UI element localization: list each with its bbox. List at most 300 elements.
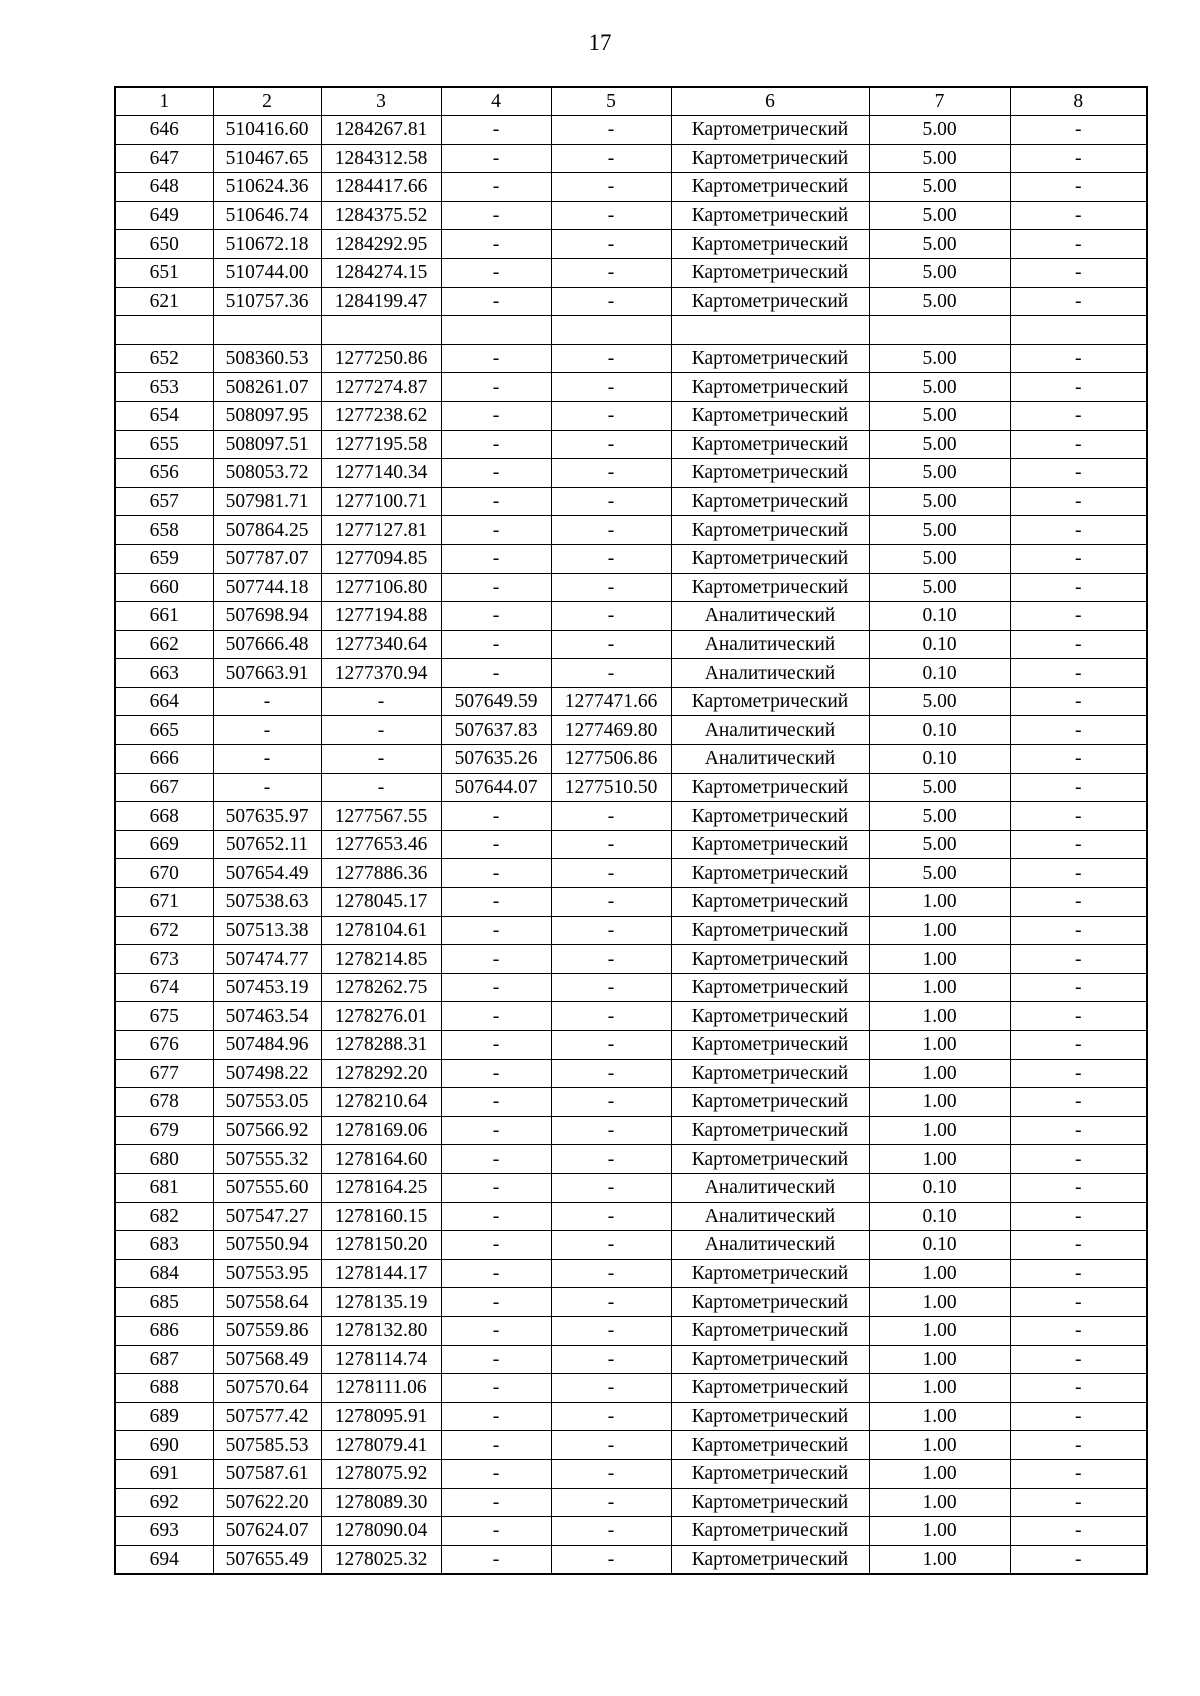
y-coordinate-cell: 1277370.94 [321, 659, 441, 688]
column-header: 1 [115, 87, 213, 116]
method-cell: Картометрический [671, 1431, 869, 1460]
point-number-cell: 657 [115, 487, 213, 516]
table-row [115, 745, 1147, 774]
method-cell: Картометрический [671, 344, 869, 373]
y-coordinate-alt-cell: - [551, 1374, 671, 1403]
y-coordinate-cell: 1278104.61 [321, 916, 441, 945]
y-coordinate-alt-cell: - [551, 1431, 671, 1460]
table-row [115, 1088, 1147, 1117]
table-row [115, 945, 1147, 974]
x-coordinate-alt-cell: - [441, 401, 551, 430]
x-coordinate-cell: 510672.18 [213, 230, 321, 259]
table-row [115, 716, 1147, 745]
y-coordinate-alt-cell: 1277471.66 [551, 687, 671, 716]
note-cell: - [1010, 1145, 1147, 1174]
accuracy-cell: 0.10 [869, 716, 1010, 745]
x-coordinate-alt-cell: 507637.83 [441, 716, 551, 745]
y-coordinate-alt-cell: - [551, 1145, 671, 1174]
note-cell: - [1010, 1288, 1147, 1317]
method-cell: Картометрический [671, 1116, 869, 1145]
x-coordinate-alt-cell: - [441, 516, 551, 545]
page-number: 17 [588, 30, 612, 55]
x-coordinate-alt-cell: - [441, 1288, 551, 1317]
accuracy-cell: 1.00 [869, 1517, 1010, 1546]
y-coordinate-alt-cell: - [551, 544, 671, 573]
table-row [115, 1545, 1147, 1574]
point-number-cell: 686 [115, 1316, 213, 1345]
note-cell: - [1010, 1031, 1147, 1060]
y-coordinate-cell: 1277100.71 [321, 487, 441, 516]
accuracy-cell: 1.00 [869, 1116, 1010, 1145]
y-coordinate-cell: 1278089.30 [321, 1488, 441, 1517]
y-coordinate-cell: 1284199.47 [321, 287, 441, 316]
point-number-cell: 672 [115, 916, 213, 945]
y-coordinate-cell: 1277140.34 [321, 459, 441, 488]
y-coordinate-alt-cell: - [551, 430, 671, 459]
point-number-cell: 647 [115, 144, 213, 173]
accuracy-cell: 1.00 [869, 1145, 1010, 1174]
point-number-cell: 665 [115, 716, 213, 745]
y-coordinate-alt-cell: - [551, 1545, 671, 1574]
y-coordinate-cell: 1278090.04 [321, 1517, 441, 1546]
point-number-cell: 664 [115, 687, 213, 716]
y-coordinate-cell: 1277653.46 [321, 830, 441, 859]
table-row [115, 258, 1147, 287]
y-coordinate-alt-cell: - [551, 630, 671, 659]
table-row [115, 888, 1147, 917]
table-row [115, 773, 1147, 802]
note-cell: - [1010, 516, 1147, 545]
method-cell: Картометрический [671, 230, 869, 259]
x-coordinate-alt-cell: - [441, 1031, 551, 1060]
point-number-cell: 692 [115, 1488, 213, 1517]
x-coordinate-cell: 507513.38 [213, 916, 321, 945]
method-cell: Аналитический [671, 745, 869, 774]
table-row [115, 1116, 1147, 1145]
accuracy-cell: 5.00 [869, 287, 1010, 316]
table-row [115, 659, 1147, 688]
note-cell: - [1010, 773, 1147, 802]
method-cell: Картометрический [671, 1088, 869, 1117]
y-coordinate-alt-cell: - [551, 1259, 671, 1288]
accuracy-cell: 1.00 [869, 973, 1010, 1002]
accuracy-cell: 5.00 [869, 773, 1010, 802]
point-number-cell: 679 [115, 1116, 213, 1145]
y-coordinate-cell: - [321, 716, 441, 745]
y-coordinate-cell: 1277250.86 [321, 344, 441, 373]
y-coordinate-cell: 1278114.74 [321, 1345, 441, 1374]
y-coordinate-alt-cell: - [551, 344, 671, 373]
point-number-cell: 685 [115, 1288, 213, 1317]
y-coordinate-cell: 1278132.80 [321, 1316, 441, 1345]
x-coordinate-cell: 507559.86 [213, 1316, 321, 1345]
x-coordinate-alt-cell: - [441, 287, 551, 316]
method-cell: Картометрический [671, 1145, 869, 1174]
x-coordinate-alt-cell: - [441, 116, 551, 145]
table-row [115, 344, 1147, 373]
coordinates-table [114, 86, 1148, 1575]
x-coordinate-alt-cell: - [441, 230, 551, 259]
note-cell: - [1010, 1173, 1147, 1202]
point-number-cell: 661 [115, 602, 213, 631]
method-cell: Картометрический [671, 1517, 869, 1546]
y-coordinate-alt-cell: - [551, 573, 671, 602]
table-row [115, 1431, 1147, 1460]
y-coordinate-alt-cell: - [551, 1316, 671, 1345]
y-coordinate-cell: - [321, 745, 441, 774]
note-cell: - [1010, 659, 1147, 688]
y-coordinate-cell: 1284375.52 [321, 201, 441, 230]
point-number-cell: 694 [115, 1545, 213, 1574]
x-coordinate-cell: 510624.36 [213, 173, 321, 202]
point-number-cell: 688 [115, 1374, 213, 1403]
x-coordinate-alt-cell: - [441, 1202, 551, 1231]
x-coordinate-alt-cell: - [441, 859, 551, 888]
x-coordinate-alt-cell: - [441, 373, 551, 402]
x-coordinate-cell: 507568.49 [213, 1345, 321, 1374]
y-coordinate-alt-cell: - [551, 1345, 671, 1374]
column-header: 4 [441, 87, 551, 116]
y-coordinate-alt-cell: - [551, 1402, 671, 1431]
table-row [115, 1173, 1147, 1202]
y-coordinate-alt-cell: - [551, 1116, 671, 1145]
y-coordinate-alt-cell: - [551, 287, 671, 316]
method-cell: Картометрический [671, 201, 869, 230]
x-coordinate-cell: 507553.05 [213, 1088, 321, 1117]
point-number-cell: 678 [115, 1088, 213, 1117]
x-coordinate-alt-cell: 507644.07 [441, 773, 551, 802]
table-row [115, 859, 1147, 888]
x-coordinate-alt-cell: - [441, 1116, 551, 1145]
note-cell: - [1010, 945, 1147, 974]
method-cell: Картометрический [671, 258, 869, 287]
table-row [115, 802, 1147, 831]
y-coordinate-cell: 1278292.20 [321, 1059, 441, 1088]
y-coordinate-alt-cell: - [551, 859, 671, 888]
accuracy-cell: 5.00 [869, 258, 1010, 287]
note-cell: - [1010, 745, 1147, 774]
y-coordinate-cell: 1284274.15 [321, 258, 441, 287]
table-row [115, 830, 1147, 859]
x-coordinate-cell: 507635.97 [213, 802, 321, 831]
x-coordinate-cell: 507587.61 [213, 1459, 321, 1488]
note-cell: - [1010, 1345, 1147, 1374]
accuracy-cell: 5.00 [869, 401, 1010, 430]
y-coordinate-alt-cell: - [551, 1288, 671, 1317]
point-number-cell: 671 [115, 888, 213, 917]
note-cell: - [1010, 630, 1147, 659]
method-cell: Картометрический [671, 1545, 869, 1574]
table-row [115, 687, 1147, 716]
y-coordinate-cell: 1278164.60 [321, 1145, 441, 1174]
method-cell: Картометрический [671, 773, 869, 802]
x-coordinate-cell: 507787.07 [213, 544, 321, 573]
y-coordinate-cell: 1278288.31 [321, 1031, 441, 1060]
y-coordinate-alt-cell: 1277469.80 [551, 716, 671, 745]
point-number-cell: 693 [115, 1517, 213, 1546]
accuracy-cell: 1.00 [869, 1488, 1010, 1517]
x-coordinate-alt-cell: - [441, 1488, 551, 1517]
point-number-cell [115, 316, 213, 345]
point-number-cell: 621 [115, 287, 213, 316]
y-coordinate-cell: 1277195.58 [321, 430, 441, 459]
y-coordinate-cell: 1278164.25 [321, 1173, 441, 1202]
note-cell: - [1010, 544, 1147, 573]
y-coordinate-alt-cell: - [551, 1002, 671, 1031]
accuracy-cell: 5.00 [869, 859, 1010, 888]
y-coordinate-alt-cell: - [551, 230, 671, 259]
y-coordinate-cell [321, 316, 441, 345]
x-coordinate-alt-cell: - [441, 258, 551, 287]
note-cell: - [1010, 401, 1147, 430]
y-coordinate-cell: 1277274.87 [321, 373, 441, 402]
y-coordinate-alt-cell: - [551, 373, 671, 402]
method-cell: Картометрический [671, 687, 869, 716]
accuracy-cell: 5.00 [869, 487, 1010, 516]
y-coordinate-cell: 1278075.92 [321, 1459, 441, 1488]
y-coordinate-cell: 1278210.64 [321, 1088, 441, 1117]
y-coordinate-alt-cell: - [551, 1231, 671, 1260]
y-coordinate-cell: 1278079.41 [321, 1431, 441, 1460]
point-number-cell: 655 [115, 430, 213, 459]
accuracy-cell: 1.00 [869, 1088, 1010, 1117]
note-cell: - [1010, 859, 1147, 888]
y-coordinate-cell: 1278095.91 [321, 1402, 441, 1431]
x-coordinate-cell: 507698.94 [213, 602, 321, 631]
method-cell: Картометрический [671, 1059, 869, 1088]
accuracy-cell: 5.00 [869, 802, 1010, 831]
x-coordinate-cell: 507624.07 [213, 1517, 321, 1546]
method-cell: Картометрический [671, 287, 869, 316]
x-coordinate-cell: 510416.60 [213, 116, 321, 145]
method-cell: Картометрический [671, 573, 869, 602]
accuracy-cell: 5.00 [869, 544, 1010, 573]
y-coordinate-cell: 1278276.01 [321, 1002, 441, 1031]
x-coordinate-cell: 507654.49 [213, 859, 321, 888]
method-cell: Аналитический [671, 1173, 869, 1202]
note-cell: - [1010, 1374, 1147, 1403]
table-row [115, 201, 1147, 230]
table-row [115, 316, 1147, 345]
note-cell: - [1010, 802, 1147, 831]
y-coordinate-alt-cell: - [551, 1088, 671, 1117]
y-coordinate-cell: 1277127.81 [321, 516, 441, 545]
table-row [115, 973, 1147, 1002]
y-coordinate-cell: 1277094.85 [321, 544, 441, 573]
x-coordinate-alt-cell: - [441, 802, 551, 831]
table-row [115, 401, 1147, 430]
method-cell: Картометрический [671, 487, 869, 516]
x-coordinate-cell: 507744.18 [213, 573, 321, 602]
note-cell: - [1010, 687, 1147, 716]
point-number-cell: 675 [115, 1002, 213, 1031]
note-cell: - [1010, 716, 1147, 745]
method-cell: Картометрический [671, 1002, 869, 1031]
accuracy-cell: 0.10 [869, 1231, 1010, 1260]
accuracy-cell: 1.00 [869, 1002, 1010, 1031]
y-coordinate-cell: 1278150.20 [321, 1231, 441, 1260]
note-cell: - [1010, 1088, 1147, 1117]
table-row [115, 630, 1147, 659]
y-coordinate-alt-cell: - [551, 516, 671, 545]
note-cell: - [1010, 487, 1147, 516]
column-header: 7 [869, 87, 1010, 116]
note-cell: - [1010, 830, 1147, 859]
y-coordinate-cell: 1277886.36 [321, 859, 441, 888]
point-number-cell: 670 [115, 859, 213, 888]
note-cell: - [1010, 1402, 1147, 1431]
table-header-row [115, 87, 1147, 116]
accuracy-cell: 5.00 [869, 230, 1010, 259]
method-cell [671, 316, 869, 345]
x-coordinate-cell: 507453.19 [213, 973, 321, 1002]
x-coordinate-cell: 507663.91 [213, 659, 321, 688]
point-number-cell: 646 [115, 116, 213, 145]
point-number-cell: 683 [115, 1231, 213, 1260]
x-coordinate-cell: - [213, 773, 321, 802]
y-coordinate-cell: 1278160.15 [321, 1202, 441, 1231]
y-coordinate-alt-cell: - [551, 1173, 671, 1202]
accuracy-cell: 1.00 [869, 1259, 1010, 1288]
table-row [115, 1316, 1147, 1345]
table-row [115, 430, 1147, 459]
x-coordinate-alt-cell: - [441, 1145, 551, 1174]
method-cell: Картометрический [671, 430, 869, 459]
note-cell: - [1010, 602, 1147, 631]
x-coordinate-cell: - [213, 687, 321, 716]
table-row [115, 1259, 1147, 1288]
x-coordinate-cell: 507550.94 [213, 1231, 321, 1260]
method-cell: Картометрический [671, 1288, 869, 1317]
x-coordinate-alt-cell: - [441, 659, 551, 688]
method-cell: Картометрический [671, 144, 869, 173]
x-coordinate-alt-cell: 507635.26 [441, 745, 551, 774]
x-coordinate-alt-cell: - [441, 888, 551, 917]
column-header: 2 [213, 87, 321, 116]
note-cell: - [1010, 916, 1147, 945]
table-row [115, 1002, 1147, 1031]
table-row [115, 287, 1147, 316]
method-cell: Картометрический [671, 544, 869, 573]
y-coordinate-alt-cell: - [551, 973, 671, 1002]
method-cell: Картометрический [671, 888, 869, 917]
table-row [115, 116, 1147, 145]
y-coordinate-alt-cell: - [551, 1459, 671, 1488]
y-coordinate-cell: 1284267.81 [321, 116, 441, 145]
note-cell: - [1010, 1002, 1147, 1031]
y-coordinate-alt-cell: - [551, 1488, 671, 1517]
y-coordinate-cell: 1278111.06 [321, 1374, 441, 1403]
table-row [115, 1288, 1147, 1317]
note-cell: - [1010, 1059, 1147, 1088]
method-cell: Картометрический [671, 859, 869, 888]
column-header: 5 [551, 87, 671, 116]
y-coordinate-cell: 1278214.85 [321, 945, 441, 974]
accuracy-cell: 0.10 [869, 1202, 1010, 1231]
y-coordinate-alt-cell: - [551, 258, 671, 287]
column-header: 6 [671, 87, 869, 116]
accuracy-cell: 1.00 [869, 1316, 1010, 1345]
accuracy-cell: 1.00 [869, 1545, 1010, 1574]
accuracy-cell: 1.00 [869, 1031, 1010, 1060]
table-row [115, 487, 1147, 516]
accuracy-cell: 5.00 [869, 144, 1010, 173]
x-coordinate-alt-cell: - [441, 1173, 551, 1202]
y-coordinate-alt-cell: - [551, 487, 671, 516]
accuracy-cell: 5.00 [869, 830, 1010, 859]
note-cell: - [1010, 258, 1147, 287]
x-coordinate-cell: 507577.42 [213, 1402, 321, 1431]
accuracy-cell: 0.10 [869, 630, 1010, 659]
point-number-cell: 673 [115, 945, 213, 974]
accuracy-cell: 1.00 [869, 916, 1010, 945]
accuracy-cell: 1.00 [869, 1402, 1010, 1431]
point-number-cell: 648 [115, 173, 213, 202]
method-cell: Картометрический [671, 1459, 869, 1488]
x-coordinate-alt-cell: - [441, 1059, 551, 1088]
x-coordinate-alt-cell: - [441, 1545, 551, 1574]
method-cell: Аналитический [671, 602, 869, 631]
table-row [115, 1488, 1147, 1517]
y-coordinate-cell: 1277106.80 [321, 573, 441, 602]
method-cell: Картометрический [671, 1259, 869, 1288]
x-coordinate-alt-cell: - [441, 830, 551, 859]
method-cell: Картометрический [671, 1345, 869, 1374]
x-coordinate-alt-cell: - [441, 1316, 551, 1345]
x-coordinate-cell: 507463.54 [213, 1002, 321, 1031]
y-coordinate-cell: 1278045.17 [321, 888, 441, 917]
x-coordinate-alt-cell: - [441, 1345, 551, 1374]
method-cell: Аналитический [671, 659, 869, 688]
accuracy-cell [869, 316, 1010, 345]
table-row [115, 144, 1147, 173]
note-cell: - [1010, 1259, 1147, 1288]
point-number-cell: 674 [115, 973, 213, 1002]
y-coordinate-cell: 1278025.32 [321, 1545, 441, 1574]
method-cell: Картометрический [671, 802, 869, 831]
x-coordinate-cell: 507570.64 [213, 1374, 321, 1403]
y-coordinate-alt-cell: - [551, 888, 671, 917]
point-number-cell: 660 [115, 573, 213, 602]
y-coordinate-alt-cell: - [551, 201, 671, 230]
column-header: 3 [321, 87, 441, 116]
note-cell: - [1010, 144, 1147, 173]
x-coordinate-cell: 507981.71 [213, 487, 321, 516]
x-coordinate-alt-cell: - [441, 916, 551, 945]
table-body [115, 116, 1147, 1575]
note-cell: - [1010, 1202, 1147, 1231]
accuracy-cell: 1.00 [869, 1288, 1010, 1317]
x-coordinate-alt-cell: - [441, 173, 551, 202]
table-row [115, 1202, 1147, 1231]
x-coordinate-alt-cell: - [441, 201, 551, 230]
y-coordinate-cell: 1277238.62 [321, 401, 441, 430]
y-coordinate-alt-cell: - [551, 401, 671, 430]
point-number-cell: 680 [115, 1145, 213, 1174]
y-coordinate-alt-cell: - [551, 945, 671, 974]
note-cell [1010, 316, 1147, 345]
x-coordinate-alt-cell: - [441, 1088, 551, 1117]
note-cell: - [1010, 1488, 1147, 1517]
x-coordinate-alt-cell: - [441, 1459, 551, 1488]
y-coordinate-alt-cell: - [551, 602, 671, 631]
x-coordinate-alt-cell: - [441, 1517, 551, 1546]
accuracy-cell: 1.00 [869, 1459, 1010, 1488]
x-coordinate-alt-cell: - [441, 1231, 551, 1260]
x-coordinate-alt-cell: - [441, 602, 551, 631]
x-coordinate-alt-cell: - [441, 1431, 551, 1460]
accuracy-cell: 5.00 [869, 201, 1010, 230]
